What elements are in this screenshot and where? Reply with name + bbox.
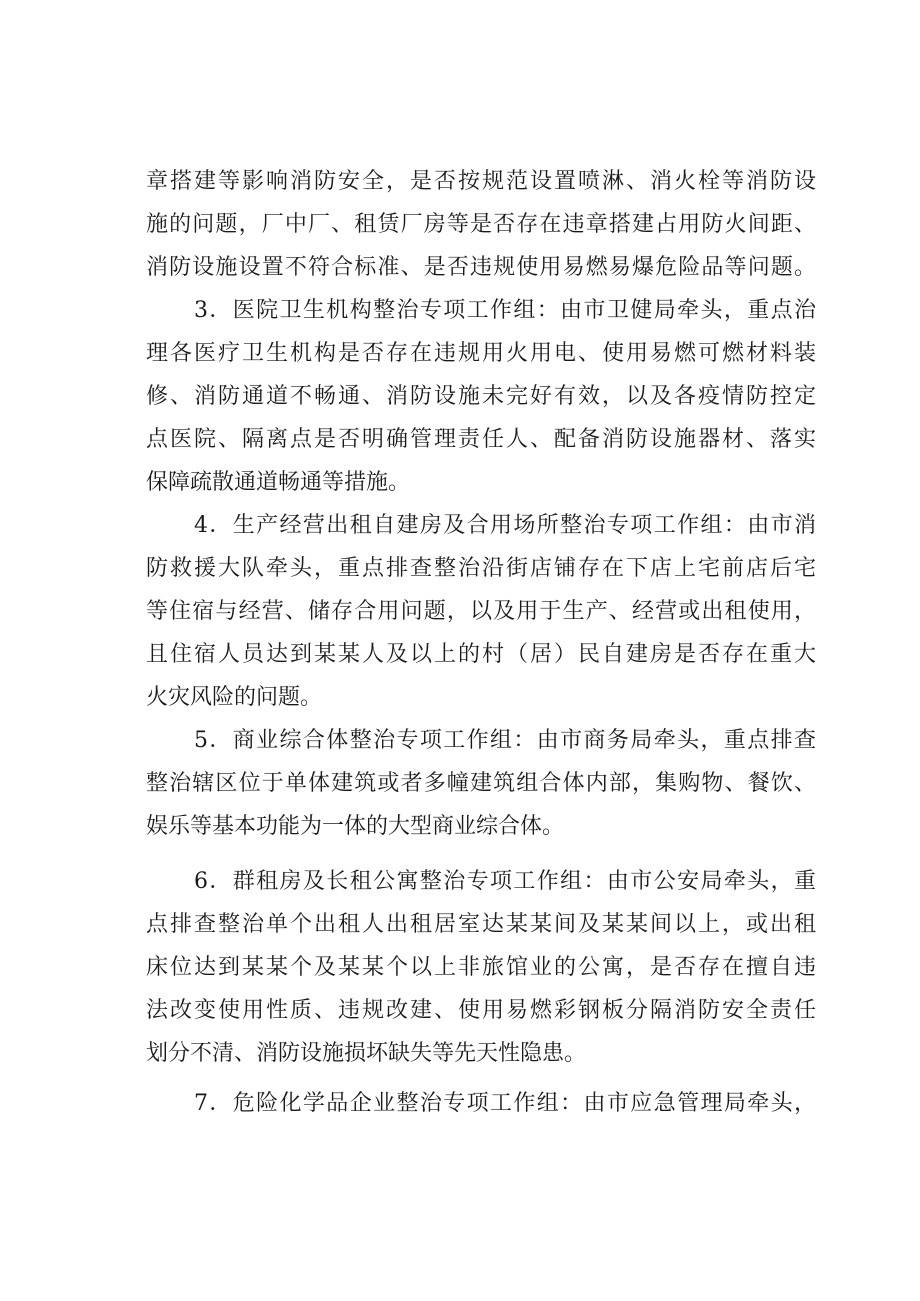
text-line: 整治辖区位于单体建筑或者多幢建筑组合体内部，集购物、餐饮、 xyxy=(146,771,816,796)
section-4-heading-line: 4．生产经营出租自建房及合用场所整治专项工作组：由市消 xyxy=(194,513,816,538)
text-line: 火灾风险的问题。 xyxy=(146,685,323,710)
text-line: 法改变使用性质、违规改建、使用易燃彩钢板分隔消防安全责任 xyxy=(146,998,816,1023)
text-line: 等住宿与经营、储存合用问题，以及用于生产、经营或出租使用， xyxy=(146,599,816,624)
section-5-heading-line: 5．商业综合体整治专项工作组：由市商务局牵头，重点排查 xyxy=(194,728,816,753)
text-line: 章搭建等影响消防安全，是否按规范设置喷淋、消火栓等消防设 xyxy=(146,169,816,194)
text-line: 理各医疗卫生机构是否存在违规用火用电、使用易燃可燃材料装 xyxy=(146,341,816,366)
text-line: 划分不清、消防设施损坏缺失等先天性隐患。 xyxy=(146,1041,587,1066)
section-7-heading-line: 7．危险化学品企业整治专项工作组：由市应急管理局牵头， xyxy=(194,1091,816,1116)
text-line: 床位达到某某个及某某个以上非旅馆业的公寓，是否存在擅自违 xyxy=(146,955,816,980)
text-line: 且住宿人员达到某某人及以上的村（居）民自建房是否存在重大 xyxy=(146,642,816,667)
text-line: 点排查整治单个出租人出租居室达某某间及某某间以上，或出租 xyxy=(146,912,816,937)
text-line: 点医院、隔离点是否明确管理责任人、配备消防设施器材、落实 xyxy=(146,427,816,452)
section-6-heading-line: 6．群租房及长租公寓整治专项工作组：由市公安局牵头，重 xyxy=(194,869,816,894)
text-line: 娱乐等基本功能为一体的大型商业综合体。 xyxy=(146,814,565,839)
text-line: 防救援大队牵头，重点排查整治沿街店铺存在下店上宅前店后宅 xyxy=(146,556,816,581)
text-line: 施的问题，厂中厂、租赁厂房等是否存在违章搭建占用防火间距、 xyxy=(146,212,816,237)
text-line: 保障疏散通道畅通等措施。 xyxy=(146,470,411,495)
text-line: 消防设施设置不符合标准、是否违规使用易燃易爆危险品等问题。 xyxy=(146,255,816,280)
text-line: 修、消防通道不畅通、消防设施未完好有效，以及各疫情防控定 xyxy=(146,384,816,409)
section-3-heading-line: 3．医院卫生机构整治专项工作组：由市卫健局牵头，重点治 xyxy=(194,298,816,323)
